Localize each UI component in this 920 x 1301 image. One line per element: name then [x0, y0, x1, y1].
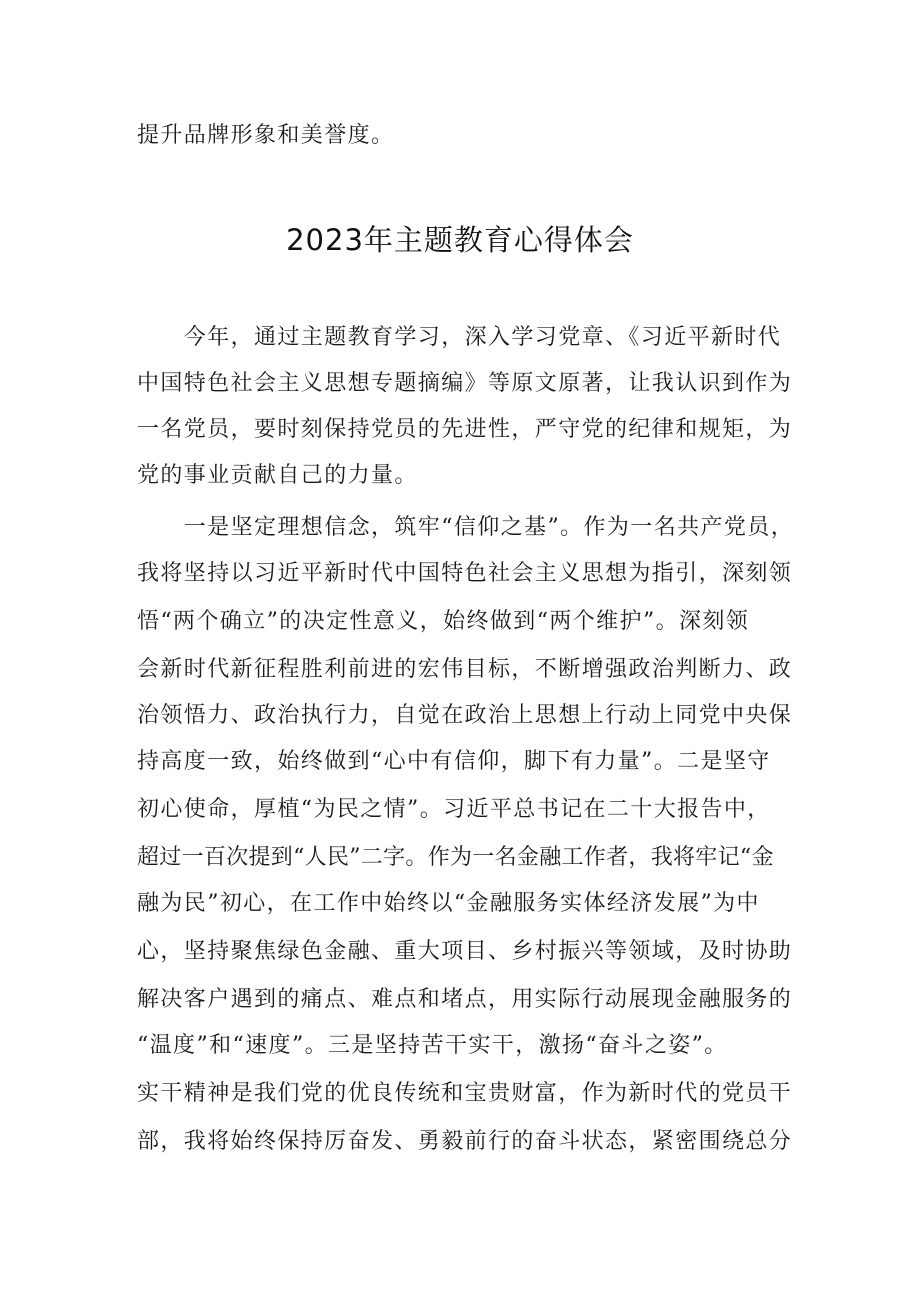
text-line: 会新时代新征程胜利前进的宏伟目标，不断增强政治判断力、政 [137, 657, 793, 682]
text-line: 党的事业贡献自己的力量。 [137, 463, 418, 488]
text-line: 持高度一致，始终做到“心中有信仰，脚下有力量”。二是坚守 [137, 749, 771, 774]
page-title: 2023年主题教育心得体会 [286, 223, 634, 257]
text-line: 超过一百次提到“人民”二字。作为一名金融工作者，我将牢记“金 [137, 845, 774, 870]
carryover-line: 提升品牌形象和美誉度。 [137, 123, 395, 148]
text-line: 治领悟力、政治执行力，自觉在政治上思想上行动上同党中央保 [137, 703, 793, 728]
text-line: 解决客户遇到的痛点、难点和堵点，用实际行动展现金融服务的 [137, 987, 793, 1012]
text-line: 我将坚持以习近平新时代中国特色社会主义思想为指引，深刻领 [137, 561, 793, 586]
text-line: 今年，通过主题教育学习，深入学习党章、《习近平新时代 [137, 325, 782, 350]
text-line: 中国特色社会主义思想专题摘编》等原文原著，让我认识到作为 [137, 371, 793, 396]
text-line: 初心使命，厚植“为民之情”。习近平总书记在二十大报告中， [137, 797, 771, 822]
text-line: 心，坚持聚焦绿色金融、重大项目、乡村振兴等领域，及时协助 [137, 939, 793, 964]
text-line: 悟“两个确立”的决定性意义，始终做到“两个维护”。深刻领 [137, 609, 750, 634]
text-line: 部，我将始终保持厉奋发、勇毅前行的奋斗状态，紧密围绕总分 [137, 1129, 793, 1154]
text-line: 一是坚定理想信念，筑牢“信仰之基”。作为一名共产党员， [137, 515, 795, 540]
text-line: “温度”和“速度”。三是坚持苦干实干，激扬“奋斗之姿”。 [137, 1033, 728, 1058]
text-line: 一名党员，要时刻保持党员的先进性，严守党的纪律和规矩，为 [137, 417, 793, 442]
text-line: 融为民”初心，在工作中始终以“金融服务实体经济发展”为中 [137, 891, 760, 916]
text-line: 实干精神是我们党的优良传统和宝贵财富，作为新时代的党员干 [137, 1081, 793, 1106]
